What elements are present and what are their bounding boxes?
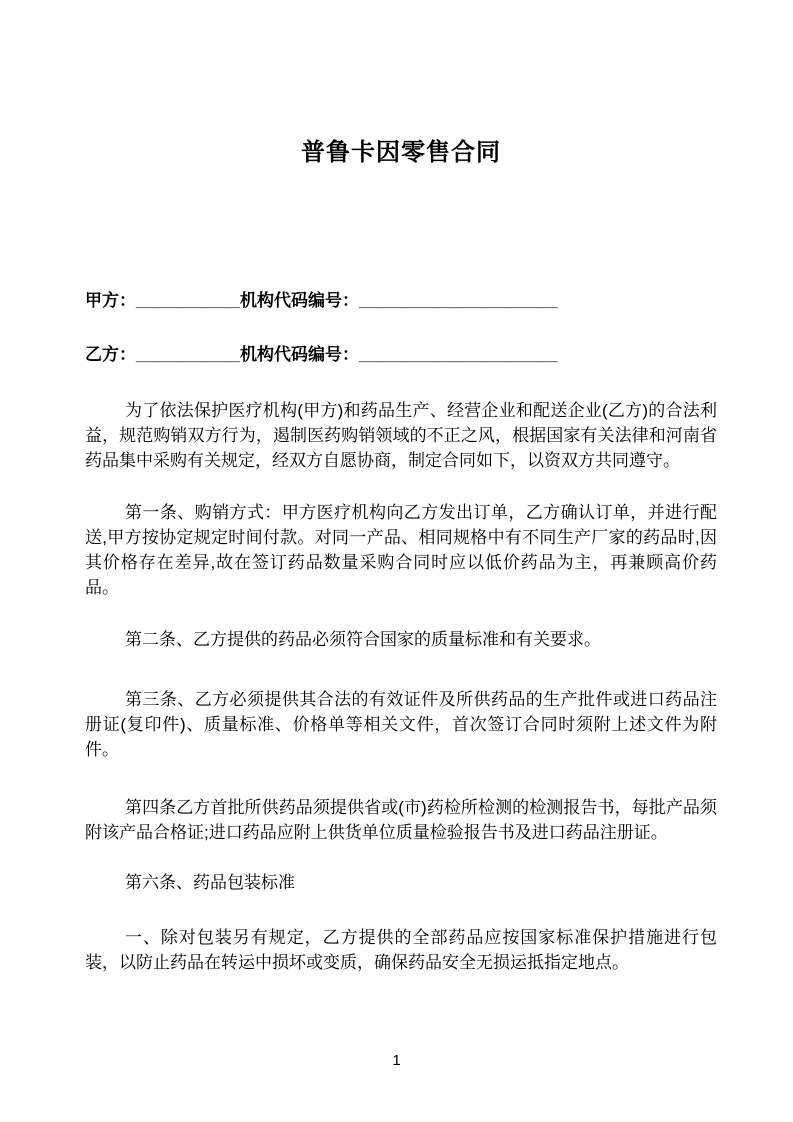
document-title: 普鲁卡因零售合同 (301, 139, 501, 166)
paragraph-article-1: 第一条、购销方式：甲方医疗机构向乙方发出订单，乙方确认订单，并进行配送,甲方按协定规定时间付款。对同一产品、相同规格中有不同生产厂家的药品时,因其价格存在差异,故在签订药品数量采购合同时应以低价药品为主，再兼顾高价药品。 (85, 503, 717, 597)
party-b-code-label: 机构代码编号： (240, 345, 360, 364)
paragraph-article-3: 第三条、乙方必须提供其合法的有效证件及所供药品的生产批件或进口药品注册证(复印件)、质量标准、价格单等相关文件，首次签订合同时须附上述文件为附件。 (85, 690, 717, 759)
page-number: 1 (392, 1052, 401, 1069)
paragraph-article-4: 第四条乙方首批所供药品须提供省或(市)药检所检测的检测报告书，每批产品须附该产品合格证;进口药品应附上供货单位质量检验报告书及进口药品注册证。 (85, 798, 717, 842)
party-b-line (85, 342, 717, 367)
party-b-name-blank: ___________ (136, 345, 241, 364)
party-b-code-blank: _____________________ (359, 345, 558, 364)
paragraph-article-2: 第二条、乙方提供的药品必须符合国家的质量标准和有关要求。 (125, 630, 601, 649)
party-b-label: 乙方： (85, 345, 136, 364)
party-a-label: 甲方： (85, 291, 136, 310)
party-a-code-blank: _____________________ (359, 291, 558, 310)
party-a-code-label: 机构代码编号： (240, 291, 360, 310)
paragraph-article-6-heading: 第六条、药品包装标准 (125, 873, 295, 892)
party-a-line (85, 288, 717, 313)
party-a-name-blank: ___________ (136, 291, 241, 310)
paragraph-packing-item-1: 一、除对包装另有规定，乙方提供的全部药品应按国家标准保护措施进行包装，以防止药品在转运中损坏或变质，确保药品安全无损运抵指定地点。 (85, 928, 717, 972)
paragraph-preamble: 为了依法保护医疗机构(甲方)和药品生产、经营企业和配送企业(乙方)的合法利益，规范购销双方行为，遏制医药购销领域的不正之风，根据国家有关法律和河南省药品集中采购有关规定，经双方自愿协商，制定合同如下，以资双方共同遵守。 (85, 401, 717, 470)
